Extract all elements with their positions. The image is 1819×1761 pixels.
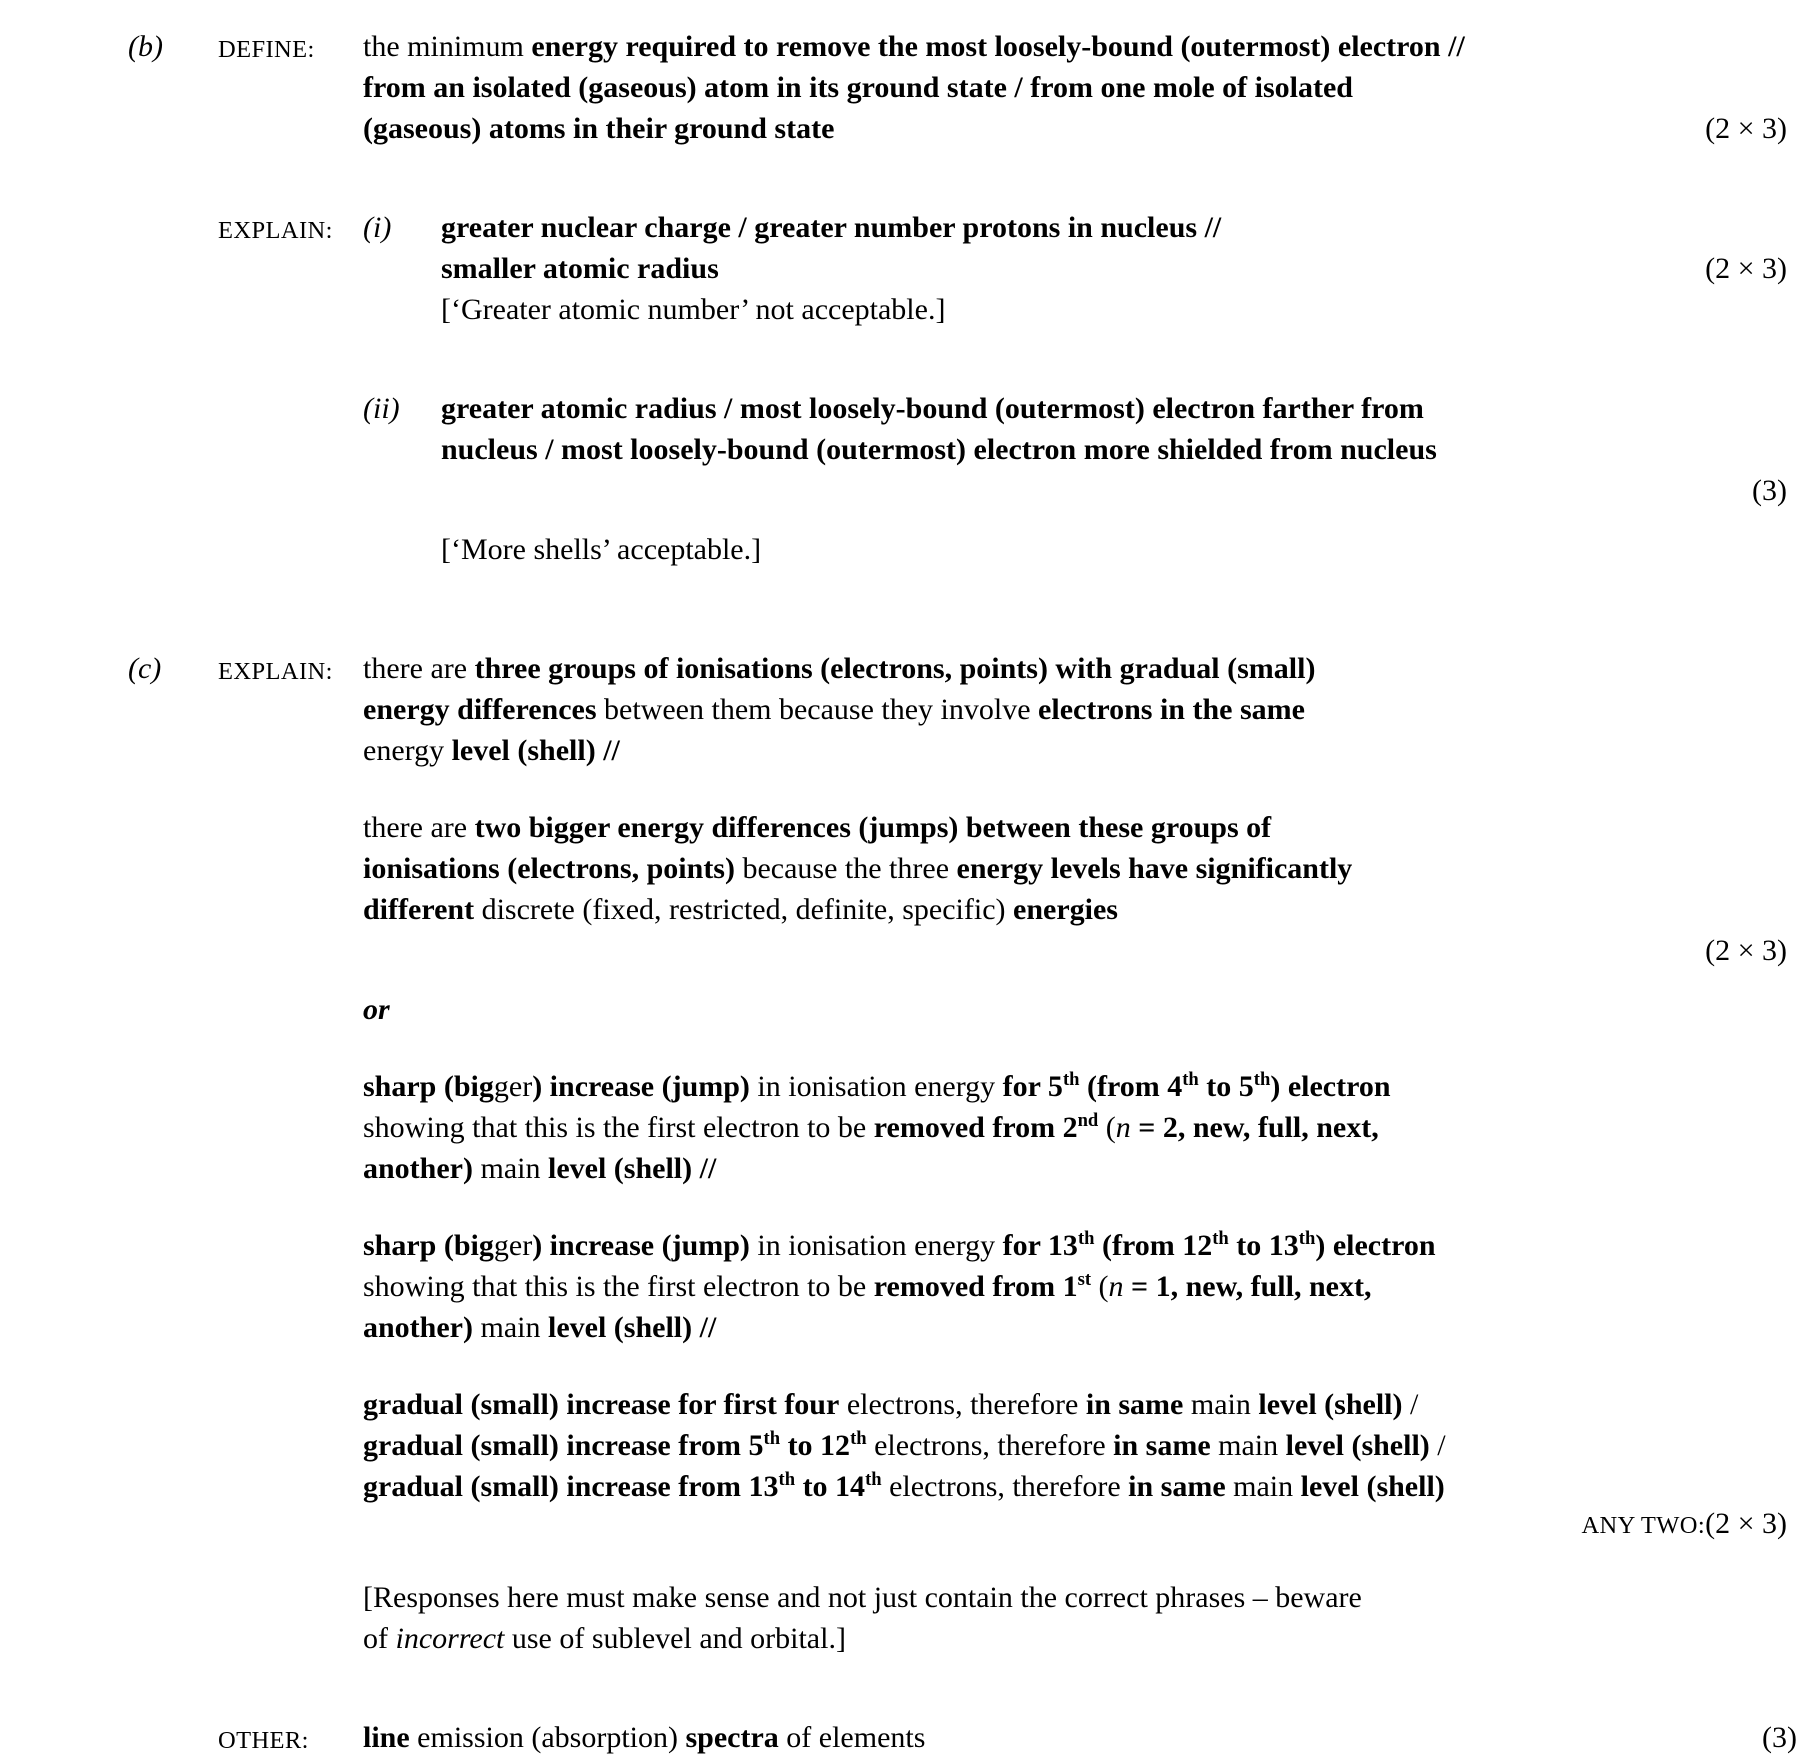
c-para-5-marks: (2 × 3): [1705, 1507, 1787, 1540]
c-para-5: [363, 1384, 1809, 1541]
c-para-1: [363, 648, 1809, 771]
roman-ii: (ii): [363, 392, 400, 425]
explain-label-i: EXPLAIN:: [218, 217, 333, 244]
c-para-4-line-1: sharp (bigger) increase (jump) in ionisation energy for 13th (from 12th to 13th) electron: [363, 1228, 1436, 1262]
define-line-2: from an isolated (gaseous) atom in its ground state / from one mole of isolated: [363, 71, 1353, 104]
explain-ii-line-1: greater atomic radius / most loosely-bound (outermost) electron farther from: [441, 392, 1424, 425]
c-para-4: [363, 1225, 1809, 1348]
explain-i-marks: (2 × 3): [1705, 252, 1787, 285]
c-para-2-line-1: there are two bigger energy differences (jumps) between these groups of: [363, 811, 1272, 844]
c-response-note-line-1: [Responses here must make sense and not just contain the correct phrases – beware: [363, 1581, 1362, 1614]
explain-ii-body: [441, 388, 1819, 570]
c-para-2-line-3: different discrete (fixed, restricted, definite, specific) energies: [363, 893, 1118, 926]
section-c-body: [363, 648, 1819, 1659]
define-label: DEFINE:: [218, 36, 315, 63]
c-response-note-line-2: of incorrect use of sublevel and orbital.]: [363, 1622, 846, 1655]
c-para-4-line-2: showing that this is the first electron to be removed from 1st (n = 1, new, full, next,: [363, 1269, 1372, 1303]
explain-ii-line-2: nucleus / most loosely-bound (outermost) electron more shielded from nucleus: [441, 433, 1437, 466]
c-para-5-line-1: gradual (small) increase for first four electrons, therefore in same main level (shell) /: [363, 1388, 1419, 1421]
c-para-1-line-1: there are three groups of ionisations (electrons, points) with gradual (small): [363, 652, 1316, 685]
section-b-letter: (b): [128, 30, 163, 63]
section-b-define-row: [0, 26, 1819, 149]
define-line-1: the minimum energy required to remove the most loosely-bound (outermost) electron //: [363, 30, 1465, 63]
c-para-4-line-3: another) main level (shell) //: [363, 1311, 717, 1344]
c-para-3-line-2: showing that this is the first electron to be removed from 2nd (n = 2, new, full, next,: [363, 1110, 1379, 1144]
section-c-letter: (c): [128, 652, 162, 685]
c-para-1-line-3: energy level (shell) //: [363, 734, 620, 767]
c-para-5-line-2: gradual (small) increase from 5th to 12th electrons, therefore in same main level (shell) /: [363, 1428, 1446, 1462]
c-para-2-marks: (2 × 3): [1705, 934, 1787, 967]
define-marks: (2 × 3): [1705, 112, 1787, 145]
other-marks: (3): [1762, 1721, 1797, 1754]
explain-i-body: [441, 207, 1819, 330]
c-or-label: or: [363, 993, 390, 1026]
section-b-explain-i-row: [0, 207, 1819, 330]
explain-ii-marks: (3): [1752, 474, 1787, 507]
explain-label-c: EXPLAIN:: [218, 658, 333, 685]
explain-ii-note: [‘More shells’ acceptable.]: [441, 533, 762, 566]
section-c-other-row: [0, 1717, 1819, 1761]
c-para-3-line-1: sharp (bigger) increase (jump) in ionisation energy for 5th (from 4th to 5th) electron: [363, 1069, 1391, 1103]
define-line-3: (gaseous) atoms in their ground state (2 × 3): [363, 108, 1809, 149]
any-two-label: ANY TWO:: [1581, 1512, 1706, 1539]
other-body: [363, 1717, 1819, 1758]
c-para-3-line-3: another) main level (shell) //: [363, 1152, 717, 1185]
other-line-1: line emission (absorption) spectra of elements: [363, 1721, 926, 1754]
explain-i-note: [‘Greater atomic number’ not acceptable.]: [441, 293, 946, 326]
c-para-5-marks-line: [363, 1507, 1809, 1541]
c-para-2-marks-line: [363, 930, 1809, 971]
c-para-3: [363, 1066, 1809, 1189]
explain-label-ii-spacer: [218, 388, 363, 432]
c-para-2: [363, 807, 1809, 971]
section-c-explain-row: [0, 648, 1819, 1659]
define-body: [363, 26, 1819, 149]
explain-i-line-2: smaller atomic radius (2 × 3): [441, 248, 1809, 289]
other-label: OTHER:: [218, 1727, 309, 1754]
roman-i: (i): [363, 211, 392, 244]
explain-ii-marks-line: [441, 470, 1809, 511]
c-para-5-marks-group: [1581, 1503, 1787, 1546]
explain-i-line-1: greater nuclear charge / greater number protons in nucleus //: [441, 211, 1222, 244]
c-para-2-line-2: ionisations (electrons, points) because the three energy levels have significantly: [363, 852, 1353, 885]
c-para-1-line-2: energy differences between them because they involve electrons in the same: [363, 693, 1305, 726]
c-para-5-line-3: gradual (small) increase from 13th to 14th electrons, therefore in same main level (shell): [363, 1469, 1445, 1503]
c-response-note: [363, 1577, 1809, 1659]
section-b-explain-ii-row: [0, 388, 1819, 570]
